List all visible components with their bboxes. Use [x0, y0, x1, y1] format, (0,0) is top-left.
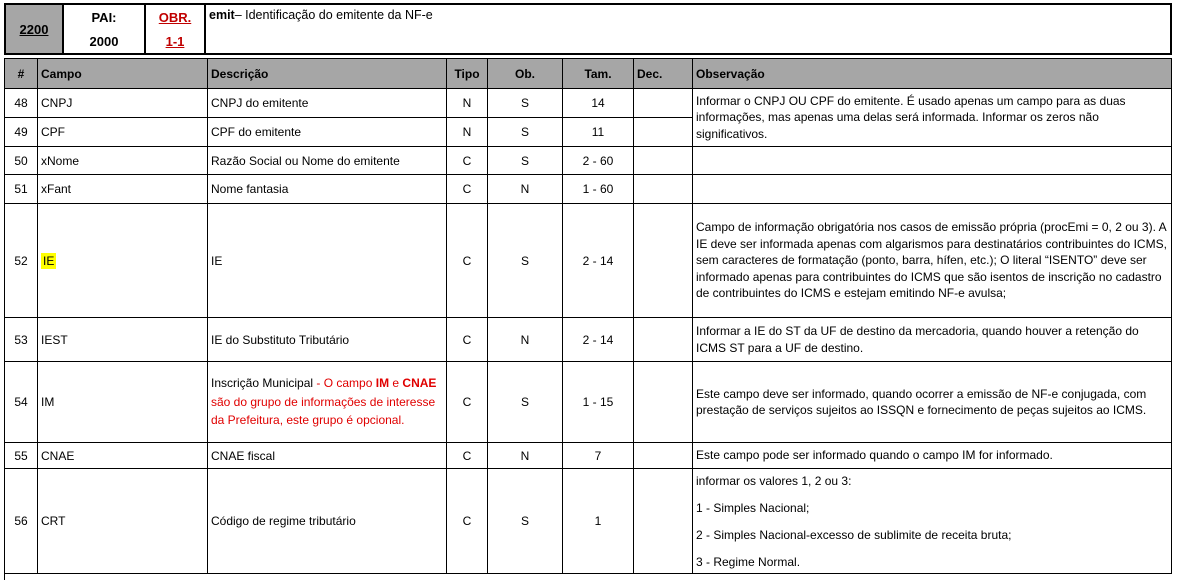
- desc-note-red: e: [389, 376, 403, 391]
- obs-line: 2 - Simples Nacional-excesso de sublimite de receita bruta;: [696, 527, 1012, 542]
- desc-note-red: - O campo: [316, 376, 376, 391]
- cell-desc: IE: [208, 204, 447, 318]
- cell-ob: S: [488, 118, 563, 147]
- cell-num: 52: [5, 204, 38, 318]
- cell-ob: N: [488, 443, 563, 469]
- table-row: [5, 318, 1172, 362]
- cell-dec: [634, 362, 693, 443]
- cell-obs: [693, 147, 1172, 175]
- cell-desc: Razão Social ou Nome do emitente: [208, 147, 447, 175]
- table-row: [5, 89, 1172, 118]
- cell-campo: CNAE: [38, 443, 208, 469]
- cell-tam: 1 - 15: [563, 362, 634, 443]
- cell-num: 49: [5, 118, 38, 147]
- table-row: [5, 362, 1172, 443]
- cell-tipo: C: [447, 175, 488, 204]
- cell-dec: [634, 204, 693, 318]
- col-header-desc: Descrição: [208, 59, 447, 89]
- cell-dec: [634, 469, 693, 574]
- cell-campo: xNome: [38, 147, 208, 175]
- cell-campo: CRT: [38, 469, 208, 574]
- group-code-cell: [4, 3, 64, 55]
- cell-desc: Código de regime tributário: [208, 469, 447, 574]
- cell-desc: [208, 362, 447, 443]
- table-row: [5, 204, 1172, 318]
- table-row: [5, 175, 1172, 204]
- col-header-dec: Dec.: [634, 59, 693, 89]
- cell-tam: 2 - 60: [563, 147, 634, 175]
- desc-note-red-bold: CNAE: [402, 376, 437, 391]
- col-header-obs: Observação: [693, 59, 1172, 89]
- cell-dec: [634, 118, 693, 147]
- obr-cell: [144, 3, 206, 55]
- obs-line: 1 - Simples Nacional;: [696, 500, 810, 515]
- cell-dec: [634, 318, 693, 362]
- next-row-border-stub: [4, 574, 5, 580]
- group-code: 2200: [19, 21, 49, 37]
- cell-obs: Este campo deve ser informado, quando ocorrer a emissão de NF-e conjugada, com prestação de serviços sujeitos ao ISSQN e fornecimento de peças sujeitos ao ICMS.: [693, 362, 1172, 443]
- cell-desc: CPF do emitente: [208, 118, 447, 147]
- header-row: [5, 59, 1172, 89]
- table-row: [5, 469, 1172, 574]
- cell-num: 51: [5, 175, 38, 204]
- cell-campo: CPF: [38, 118, 208, 147]
- cell-num: 55: [5, 443, 38, 469]
- cell-ob: S: [488, 204, 563, 318]
- cell-num: 54: [5, 362, 38, 443]
- cell-obs: Campo de informação obrigatória nos casos de emissão própria (procEmi = 0, 2 ou 3). A IE deve ser informada apenas com algarismos para destinatários contribuintes do ICMS, sem caracteres de formatação (ponto, barra, hífen, etc.); O literal “ISENTO” deve ser informado apenas para contribuintes do ICMS que são isentos de inscrição no cadastro de contribuintes do ICMS e estejam emitindo NF-e avulsa;: [693, 204, 1172, 318]
- cell-tipo: C: [447, 469, 488, 574]
- cell-ob: N: [488, 175, 563, 204]
- cell-tipo: C: [447, 318, 488, 362]
- cell-num: 53: [5, 318, 38, 362]
- cell-campo: [38, 204, 208, 318]
- cell-campo: IM: [38, 362, 208, 443]
- cell-obs: [693, 175, 1172, 204]
- cell-desc: Nome fantasia: [208, 175, 447, 204]
- cell-desc: IE do Substituto Tributário: [208, 318, 447, 362]
- cell-tam: 1: [563, 469, 634, 574]
- group-title-text: – Identificação do emitente da NF-e: [234, 8, 433, 22]
- cell-dec: [634, 443, 693, 469]
- cell-num: 56: [5, 469, 38, 574]
- desc-text: Inscrição Municipal: [211, 376, 317, 391]
- cell-ob: N: [488, 318, 563, 362]
- header-band: [4, 3, 1172, 55]
- cell-obs: Informar a IE do ST da UF de destino da mercadoria, quando houver a retenção do ICMS ST para a UF de destino.: [693, 318, 1172, 362]
- obs-line: 3 - Regime Normal.: [696, 554, 801, 569]
- cell-ob: S: [488, 362, 563, 443]
- cell-tipo: C: [447, 443, 488, 469]
- cell-dec: [634, 175, 693, 204]
- cell-campo: xFant: [38, 175, 208, 204]
- cell-tam: 2 - 14: [563, 204, 634, 318]
- cell-ob: S: [488, 147, 563, 175]
- cell-tipo: N: [447, 118, 488, 147]
- highlighted-campo: IE: [43, 253, 55, 268]
- table-row: [5, 147, 1172, 175]
- table-row: [5, 443, 1172, 469]
- cell-tipo: C: [447, 147, 488, 175]
- col-header-campo: Campo: [38, 59, 208, 89]
- group-title-cell: [204, 3, 1172, 55]
- cell-tipo: C: [447, 204, 488, 318]
- group-title-tag: emit: [209, 8, 235, 22]
- cell-campo: CNPJ: [38, 89, 208, 118]
- obs-line: informar os valores 1, 2 ou 3:: [696, 473, 852, 488]
- col-header-num: #: [5, 59, 38, 89]
- cell-num: 50: [5, 147, 38, 175]
- cell-obs: [693, 469, 1172, 574]
- pai-value: 2000: [89, 33, 119, 49]
- pai-label: PAI:: [91, 9, 117, 25]
- cell-dec: [634, 89, 693, 118]
- cell-tam: 14: [563, 89, 634, 118]
- obr-label: OBR.: [158, 9, 192, 25]
- desc-note-red: são do grupo de informações de interesse da Prefeitura, este grupo é opcional.: [211, 394, 436, 428]
- cell-tam: 7: [563, 443, 634, 469]
- cell-num: 48: [5, 89, 38, 118]
- cell-tipo: N: [447, 89, 488, 118]
- desc-note-red-bold: IM: [375, 376, 390, 391]
- cell-desc: CNPJ do emitente: [208, 89, 447, 118]
- parent-group-cell: [62, 3, 146, 55]
- cell-ob: S: [488, 469, 563, 574]
- col-header-tam: Tam.: [563, 59, 634, 89]
- cell-campo: IEST: [38, 318, 208, 362]
- cell-obs: Este campo pode ser informado quando o campo IM for informado.: [693, 443, 1172, 469]
- spec-sheet: [4, 3, 1172, 580]
- cell-tam: 2 - 14: [563, 318, 634, 362]
- cell-tam: 1 - 60: [563, 175, 634, 204]
- cell-tam: 11: [563, 118, 634, 147]
- col-header-tipo: Tipo: [447, 59, 488, 89]
- col-header-ob: Ob.: [488, 59, 563, 89]
- cell-dec: [634, 147, 693, 175]
- cell-desc: CNAE fiscal: [208, 443, 447, 469]
- cell-ob: S: [488, 89, 563, 118]
- cell-tipo: C: [447, 362, 488, 443]
- cell-obs-merged: Informar o CNPJ OU CPF do emitente. É usado apenas um campo para as duas informações, mas apenas uma delas será informada. Informar os zeros não significativos.: [693, 89, 1172, 147]
- fields-table: [4, 58, 1172, 574]
- obr-value: 1-1: [165, 33, 185, 49]
